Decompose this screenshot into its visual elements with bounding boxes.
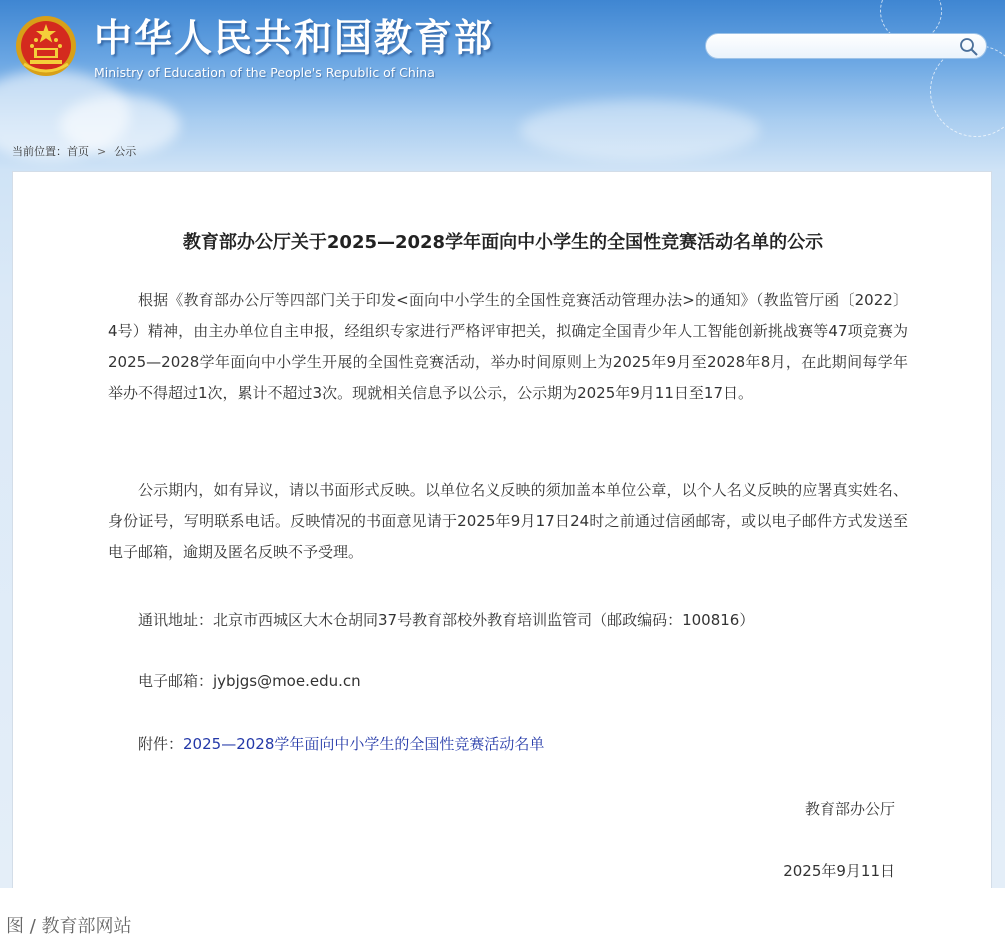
breadcrumb [12,143,136,159]
image-caption: 图 / 教育部网站 [6,916,132,937]
attachment-label: 附件： [138,735,184,753]
breadcrumb-separator: > [97,145,107,158]
search-icon[interactable] [958,36,980,58]
search-input[interactable] [718,37,957,57]
breadcrumb-label: 当前位置： [12,145,67,158]
sign-date: 2025年9月11日 [783,862,895,880]
signature: 教育部办公厅 [804,800,895,818]
attachment-link[interactable]: 2025—2028学年面向中小学生的全国性竞赛活动名单 [183,735,545,753]
attachment-line [138,733,544,754]
article-paragraph-2: 公示期内，如有异议，请以书面形式反映。以单位名义反映的须加盖本单位公章，以个人名义反映的应署真实姓名、身份证号，写明联系电话。反映情况的书面意见请于2025年9月17日24时之前通过信函邮寄，或以电子邮件方式发送至电子邮箱，逾期及匿名反映不予受理。 [108,481,908,561]
email-line: 电子邮箱：jybjgs@moe.edu.cn [138,672,361,690]
site-name-cn[interactable]: 中华人民共和国教育部 [94,16,495,60]
breadcrumb-home-link[interactable]: 首页 [67,145,89,158]
article-title: 教育部办公厅关于2025—2028学年面向中小学生的全国性竞赛活动名单的公示 [182,232,824,253]
article-paragraph-1: 根据《教育部办公厅等四部门关于印发<面向中小学生的全国性竞赛活动管理办法>的通知》（教监管厅函〔2022〕4号）精神，由主办单位自主申报，经组织专家进行严格评审把关，拟确定全国青少年人工智能创新挑战赛等47项竞赛为2025—2028学年面向中小学生开展的全国性竞赛活动，举办时间原则上为2025年9月至2028年8月，在此期间每学年举办不得超过1次，累计不超过3次。现就相关信息予以公示，公示期为2025年9月11日至17日。 [108,291,908,402]
article-container [12,171,992,888]
search-box [705,33,987,59]
breadcrumb-current[interactable]: 公示 [114,145,137,158]
site-name-en: Ministry of Education of the People's Republic of China [94,65,435,80]
national-emblem-icon[interactable] [14,14,78,78]
address-line: 通讯地址：北京市西城区大木仓胡同37号教育部校外教育培训监管司（邮政编码：100816） [138,611,755,629]
cloud-decoration [520,100,760,160]
